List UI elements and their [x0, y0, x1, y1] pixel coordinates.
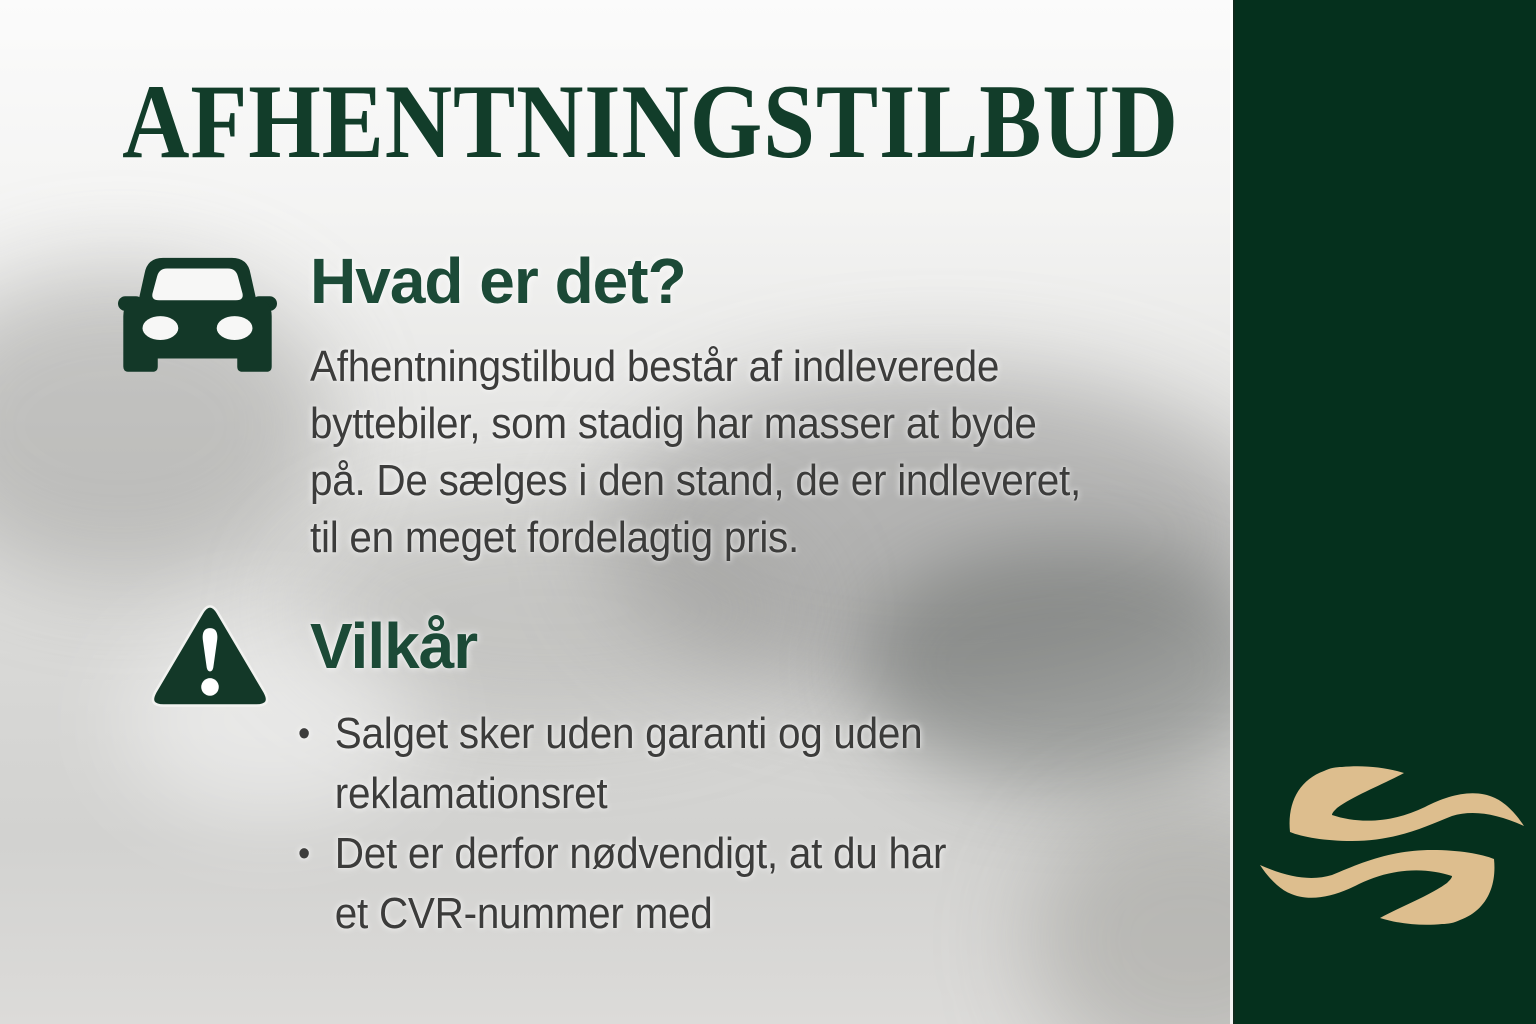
car-icon [118, 252, 277, 375]
bullet-line: reklamationsret [334, 769, 608, 818]
bullet-line: Det er derfor nødvendigt, at du har [334, 829, 947, 878]
bullet-item [298, 824, 946, 944]
bullet-line: Salget sker uden garanti og uden [334, 709, 923, 758]
section-heading-terms: Vilkår [310, 610, 478, 682]
body-line: byttebiler, som stadig har masser at byde [310, 399, 1037, 448]
section-heading-what: Hvad er det? [310, 245, 686, 317]
what-body-text [310, 338, 1081, 566]
bullet-item [298, 704, 946, 824]
warning-icon [148, 601, 272, 713]
s-swoosh-logo [1252, 750, 1536, 928]
bullet-dot: • [298, 713, 310, 755]
body-line: til en meget fordelagtig pris. [310, 513, 799, 562]
brand-band [1233, 0, 1536, 1024]
bullet-line: et CVR-nummer med [334, 889, 713, 938]
body-line: på. De sælges i den stand, de er indleveret, [310, 456, 1081, 505]
terms-bullet-list [298, 704, 946, 944]
bullet-dot: • [298, 833, 310, 875]
body-line: Afhentningstilbud består af indleverede [310, 342, 1000, 391]
page-title: AFHENTNINGSTILBUD [122, 63, 1179, 180]
